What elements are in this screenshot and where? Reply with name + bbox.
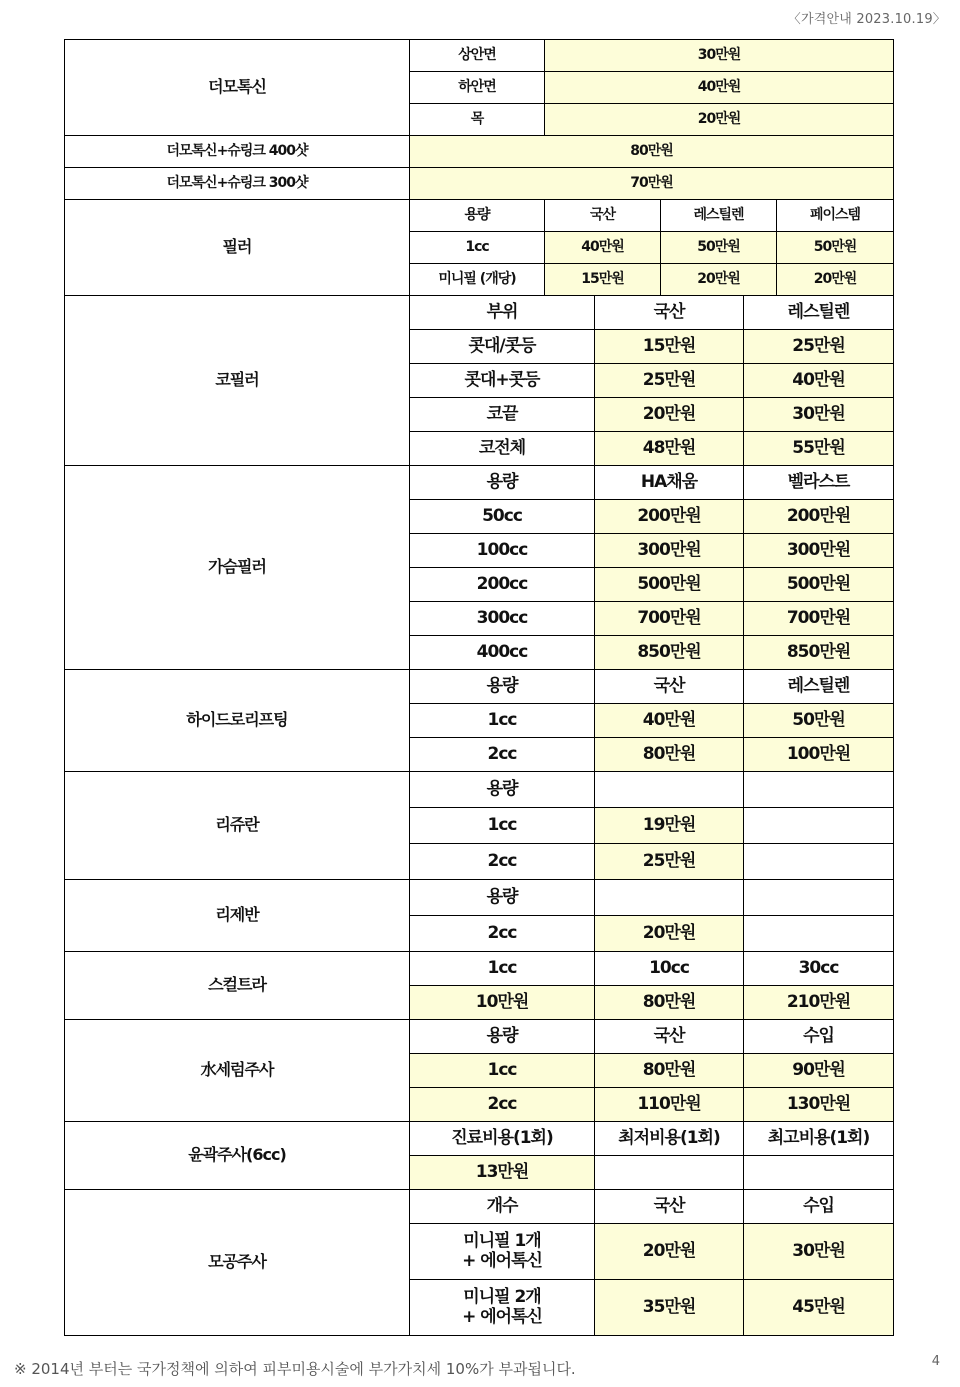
nose-area: 코끝 (410, 398, 595, 432)
hydro-price: 80만원 (595, 738, 744, 772)
sculptra-header: 30cc (744, 952, 894, 986)
breast-price: 700만원 (595, 602, 744, 636)
combo300-price: 70만원 (410, 168, 894, 200)
contour-header: 최저비용(1회) (595, 1122, 744, 1156)
breast-volume: 300cc (410, 602, 595, 636)
nose-area: 콧대/콧등 (410, 330, 595, 364)
water-price: 90만원 (744, 1054, 894, 1088)
breast-filler-title: 가슴필러 (65, 466, 410, 670)
empty-cell (744, 1156, 894, 1190)
rejeban-title: 리제반 (65, 880, 410, 952)
nose-price: 25만원 (595, 364, 744, 398)
filler-header: 용량 (410, 200, 545, 232)
sculptra-header: 10cc (595, 952, 744, 986)
dermotox-area: 상안면 (410, 40, 545, 72)
water-volume: 1cc (410, 1054, 595, 1088)
hydro-header: 국산 (595, 670, 744, 704)
water-price: 110만원 (595, 1088, 744, 1122)
page-header-date: 〈가격안내 2023.10.19〉 (787, 12, 946, 27)
contour-header: 진료비용(1회) (410, 1122, 595, 1156)
empty-cell (595, 880, 744, 916)
nose-filler-title: 코필러 (65, 296, 410, 466)
filler-price: 20만원 (661, 264, 777, 296)
nose-area: 콧대+콧등 (410, 364, 595, 398)
dermotox-title: 더모톡신 (65, 40, 410, 136)
hydro-header: 레스틸렌 (744, 670, 894, 704)
hydro-volume: 2cc (410, 738, 595, 772)
price-table-main (64, 295, 894, 1336)
pore-price: 20만원 (595, 1224, 744, 1280)
filler-price: 20만원 (777, 264, 894, 296)
pore-count-line2: + 에어톡신 (462, 1306, 542, 1327)
water-header: 국산 (595, 1020, 744, 1054)
breast-volume: 100cc (410, 534, 595, 568)
pore-header: 개수 (410, 1190, 595, 1224)
rejuran-price: 19만원 (595, 808, 744, 844)
empty-cell (595, 1156, 744, 1190)
breast-volume: 50cc (410, 500, 595, 534)
pore-header: 국산 (595, 1190, 744, 1224)
dermotox-price: 30만원 (545, 40, 894, 72)
water-serum-title: 水세럼주사 (65, 1020, 410, 1122)
contour-injection-title: 윤곽주사(6cc) (65, 1122, 410, 1190)
water-price: 130만원 (744, 1088, 894, 1122)
empty-cell (744, 916, 894, 952)
water-header: 용량 (410, 1020, 595, 1054)
water-price: 80만원 (595, 1054, 744, 1088)
vat-footnote: ※ 2014년 부터는 국가정책에 의하여 피부미용시술에 부가가치세 10%가 부과됩니다. (14, 1360, 576, 1378)
breast-price: 850만원 (744, 636, 894, 670)
rejeban-price: 20만원 (595, 916, 744, 952)
breast-price: 500만원 (595, 568, 744, 602)
hydro-header: 용량 (410, 670, 595, 704)
combo300-title: 더모톡신+슈링크 300샷 (65, 168, 410, 200)
hydro-price: 40만원 (595, 704, 744, 738)
breast-price: 500만원 (744, 568, 894, 602)
hydro-price: 50만원 (744, 704, 894, 738)
rejuran-price: 25만원 (595, 844, 744, 880)
rejuran-volume: 2cc (410, 844, 595, 880)
nose-price: 20만원 (595, 398, 744, 432)
combo400-title: 더모톡신+슈링크 400샷 (65, 136, 410, 168)
empty-cell (744, 772, 894, 808)
sculptra-price: 10만원 (410, 986, 595, 1020)
breast-price: 700만원 (744, 602, 894, 636)
dermotox-price: 20만원 (545, 104, 894, 136)
rejeban-header: 용량 (410, 880, 595, 916)
sculptra-price: 80만원 (595, 986, 744, 1020)
nose-price: 48만원 (595, 432, 744, 466)
sculptra-title: 스컬트라 (65, 952, 410, 1020)
hydro-lifting-title: 하이드로리프팅 (65, 670, 410, 772)
sculptra-header: 1cc (410, 952, 595, 986)
breast-price: 200만원 (595, 500, 744, 534)
sculptra-price: 210만원 (744, 986, 894, 1020)
rejuran-volume: 1cc (410, 808, 595, 844)
pore-count (410, 1224, 595, 1280)
hydro-price: 100만원 (744, 738, 894, 772)
dermotox-area: 목 (410, 104, 545, 136)
pore-price: 45만원 (744, 1280, 894, 1336)
filler-header: 페이스템 (777, 200, 894, 232)
nose-header: 국산 (595, 296, 744, 330)
rejuran-title: 리쥬란 (65, 772, 410, 880)
pore-injection-title: 모공주사 (65, 1190, 410, 1336)
contour-header: 최고비용(1회) (744, 1122, 894, 1156)
breast-volume: 200cc (410, 568, 595, 602)
breast-header: 용량 (410, 466, 595, 500)
nose-price: 30만원 (744, 398, 894, 432)
filler-volume: 1cc (410, 232, 545, 264)
empty-cell (744, 880, 894, 916)
filler-price: 50만원 (661, 232, 777, 264)
filler-header: 레스틸렌 (661, 200, 777, 232)
breast-price: 300만원 (744, 534, 894, 568)
filler-price: 40만원 (545, 232, 661, 264)
nose-header: 부위 (410, 296, 595, 330)
empty-cell (744, 844, 894, 880)
pore-count (410, 1280, 595, 1336)
nose-price: 55만원 (744, 432, 894, 466)
breast-price: 200만원 (744, 500, 894, 534)
filler-volume: 미니필 (개당) (410, 264, 545, 296)
water-volume: 2cc (410, 1088, 595, 1122)
combo400-price: 80만원 (410, 136, 894, 168)
filler-price: 50만원 (777, 232, 894, 264)
dermotox-price: 40만원 (545, 72, 894, 104)
empty-cell (744, 808, 894, 844)
price-table-top (64, 39, 894, 296)
filler-price: 15만원 (545, 264, 661, 296)
nose-price: 25만원 (744, 330, 894, 364)
hydro-volume: 1cc (410, 704, 595, 738)
breast-header: 벨라스트 (744, 466, 894, 500)
rejeban-volume: 2cc (410, 916, 595, 952)
contour-price: 13만원 (410, 1156, 595, 1190)
water-header: 수입 (744, 1020, 894, 1054)
empty-cell (595, 772, 744, 808)
nose-area: 코전체 (410, 432, 595, 466)
nose-header: 레스틸렌 (744, 296, 894, 330)
filler-header: 국산 (545, 200, 661, 232)
pore-price: 35만원 (595, 1280, 744, 1336)
breast-header: HA채움 (595, 466, 744, 500)
rejuran-header: 용량 (410, 772, 595, 808)
dermotox-area: 하안면 (410, 72, 545, 104)
breast-price: 850만원 (595, 636, 744, 670)
nose-price: 40만원 (744, 364, 894, 398)
breast-price: 300만원 (595, 534, 744, 568)
pore-price: 30만원 (744, 1224, 894, 1280)
nose-price: 15만원 (595, 330, 744, 364)
pore-count-line1: 미니필 2개 (463, 1286, 541, 1307)
pore-count-line1: 미니필 1개 (463, 1230, 541, 1251)
breast-volume: 400cc (410, 636, 595, 670)
filler-title: 필러 (65, 200, 410, 296)
page-number: 4 (931, 1354, 940, 1369)
pore-count-line2: + 에어톡신 (462, 1250, 542, 1271)
pore-header: 수입 (744, 1190, 894, 1224)
